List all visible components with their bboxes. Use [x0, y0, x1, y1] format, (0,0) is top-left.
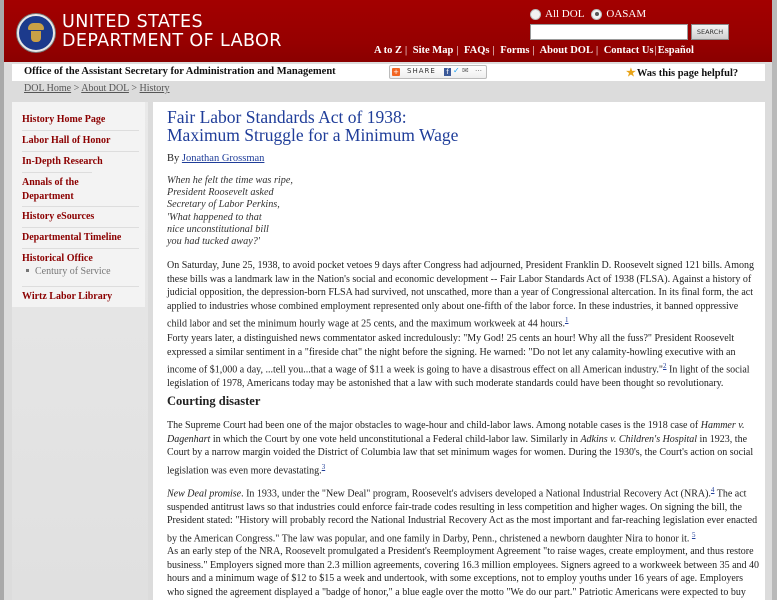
sidebar-item-history-home[interactable] — [22, 110, 139, 127]
site-brand[interactable] — [62, 13, 282, 51]
nav-separator: | — [654, 45, 657, 56]
radio-all-dol-label[interactable]: All DOL — [545, 8, 585, 20]
sidebar-item-annals[interactable] — [22, 172, 92, 204]
title-line-2: Maximum Struggle for a Minimum Wage — [167, 125, 459, 145]
search-scope — [530, 8, 649, 20]
breadcrumb-history[interactable]: History — [139, 83, 170, 94]
epigraph-line: nice unconstitutional bill — [167, 223, 269, 235]
star-icon: ★ — [626, 67, 636, 79]
nav-separator: | — [456, 45, 459, 56]
paragraph-1 — [167, 259, 759, 331]
footnote-link-4[interactable]: 4 — [710, 486, 715, 494]
brand-line-1: UNITED STATES — [62, 12, 203, 32]
office-name[interactable]: Office of the Assistant Secretary for Administration and Management — [24, 66, 336, 77]
breadcrumb-separator: > — [73, 83, 80, 94]
facebook-icon[interactable]: f — [444, 68, 451, 76]
share-button[interactable] — [389, 65, 487, 79]
footnote-link-5[interactable]: 5 — [691, 530, 696, 539]
bullet-icon — [26, 269, 29, 272]
paragraph-text: The act suspended antitrust laws so that industries could enforce fair-trade codes resulting in less competition and higher wages. On signing the bill, the President stated: "History will probably record the National Industrial Recovery Act as the most important and far-reaching legislation ever enacted by the American Congress." The law was popular, and one family in Darby, Penn., christened a newborn daughter Nira to honor it. — [167, 488, 758, 545]
site-header — [4, 0, 772, 62]
sidebar-item-timeline[interactable] — [22, 227, 139, 245]
nav-separator: | — [405, 45, 408, 56]
page-title — [167, 108, 458, 144]
nav-separator: | — [492, 45, 495, 56]
sidebar-item-historical-office[interactable] — [22, 248, 139, 266]
sidebar-item-hall-of-honor[interactable] — [22, 130, 139, 148]
paragraph-text: On Saturday, June 25, 1938, to avoid pocket vetoes 9 days after Congress had adjourned, President Franklin D. Roosevelt signed 121 bills. Among these bills was a landmark law in the Nation's social and economic development -- Fair Labor Standards Act of 1938 (FLSA). Against a history of judicial opposition, the depression-born FLSA had survived, not unscathed, more than a year of Congressional altercation. In its final form, the act applied to industries whose combined employment represented only about one-fifth of the labor force. In these industries, it banned oppressive child labor and set the minimum hourly wage at 25 cents, and the maximum workweek at 44 hours. — [167, 260, 755, 330]
email-icon[interactable]: ✉ — [462, 66, 469, 75]
paragraph-text: As an early step of the NRA, Roosevelt promulgated a President's Reemployment Agreement "to raise wages, create employment, and thus restore business." Employers signed more than 2.3 million agreements, covering 16.3 million employees. Signers agreed to a workweek between 35 and 40 hours and a minimum wage of $12 to $15 a week and undertook, with some exceptions, not to employ youths under 16 years of age. Employers who signed the agreement displayed a "badge of honor," a blue eagle over the motto "We do our part." Patriotic Americans were expected to buy — [167, 546, 760, 598]
title-line-1: Fair Labor Standards Act of 1938: — [167, 107, 407, 127]
office-bar — [12, 64, 765, 81]
sidebar-item-label[interactable]: History eSources — [22, 211, 95, 222]
sidebar-item-label[interactable]: Annals of the Department — [22, 177, 79, 202]
eagle-icon — [28, 23, 44, 30]
sidebar-subitem-label[interactable]: Century of Service — [35, 266, 111, 277]
sidebar-item-label[interactable]: Historical Office — [22, 253, 93, 264]
left-border — [0, 0, 4, 600]
breadcrumb-about-dol[interactable]: About DOL — [81, 83, 129, 94]
author-link[interactable]: Jonathan Grossman — [181, 153, 265, 164]
paragraph-text: . In 1933, under the "New Deal" program, Roosevelt's advisers developed a National Industrial Recovery Act (NRA). — [241, 488, 711, 500]
nav-contact-us[interactable]: Contact Us — [603, 45, 654, 56]
breadcrumb-dol-home[interactable]: DOL Home — [24, 83, 72, 94]
nav-espanol[interactable]: Español — [657, 45, 694, 56]
epigraph-line: 'What happened to that — [167, 211, 262, 223]
nav-forms[interactable]: Forms — [500, 45, 530, 56]
paragraph-lead: New Deal promise — [167, 488, 242, 500]
plus-icon: + — [393, 68, 399, 76]
sidebar-item-label[interactable]: In-Depth Research — [22, 156, 103, 167]
epigraph — [167, 175, 293, 248]
sidebar-item-label[interactable]: Wirtz Labor Library — [22, 291, 113, 302]
breadcrumb — [24, 83, 170, 94]
nav-separator: | — [595, 45, 599, 56]
paragraph-text: In light of the social legislation of 1978, Americans today may be astonished that a law with such moderate standards could have been thought so revolutionary. — [167, 364, 750, 389]
sidebar-item-esources[interactable] — [22, 206, 139, 224]
share-label: SHARE — [407, 67, 436, 75]
paragraph-text: Forty years later, a distinguished news commentator asked incredulously: "My God! 25 cents an hour! Why all the fuss?" President Roosevelt expressed a similar sentiment in a "fireside chat" the night before the signing. He warned: "Do not let any calamity-howling executive with an income of $1,000 a day, ...tell you...that a wage of $11 a week is going to have a disastrous effect on all American industry." — [167, 333, 736, 376]
sidebar-item-label[interactable]: History Home Page — [22, 114, 106, 125]
nav-a-to-z[interactable]: A to Z — [374, 45, 403, 56]
scrollbar[interactable] — [772, 0, 777, 600]
byline — [167, 153, 264, 164]
paragraph-text: in 1923, the Court by a narrow margin voided the District of Columbia law that set minimum wages for women. During the 1930's, the Court's action on social legislation was even more devastating. — [167, 433, 754, 476]
section-heading-courting-disaster: Courting disaster — [167, 394, 261, 408]
paragraph-2 — [167, 332, 759, 390]
epigraph-line: When he felt the time was ripe, — [167, 175, 293, 186]
footnote-link-2[interactable]: 2 — [663, 362, 667, 370]
sidebar-subitem-century-of-service[interactable] — [26, 266, 111, 277]
sidebar-item-label[interactable]: Departmental Timeline — [22, 232, 122, 243]
nav-site-map[interactable]: Site Map — [412, 45, 454, 56]
helpful-label: Was this page helpful? — [636, 68, 739, 79]
breadcrumb-separator: > — [131, 83, 138, 94]
twitter-icon[interactable]: ✓ — [453, 66, 460, 75]
dol-seal-logo[interactable] — [17, 14, 55, 52]
paragraph-text: in which the Court by one vote held unconstitutional a Federal child-labor law. Similarly in — [210, 433, 581, 445]
paragraph-text: The Supreme Court had been one of the major obstacles to wage-hour and child-labor laws. Among notable cases is the 1918 case of — [167, 420, 701, 431]
article — [153, 102, 765, 600]
nav-separator: | — [532, 45, 535, 56]
nav-faqs[interactable]: FAQs — [464, 45, 490, 56]
byline-by: By — [167, 153, 180, 164]
paragraph-3 — [167, 419, 759, 477]
paragraph-4 — [167, 483, 759, 546]
case-name: Hammer v. Dagenhart — [167, 420, 745, 445]
search-input[interactable] — [530, 24, 688, 40]
search-button[interactable]: SEARCH — [691, 24, 729, 40]
sidebar-item-label[interactable]: Labor Hall of Honor — [22, 135, 111, 146]
top-nav — [374, 45, 694, 56]
case-name: Adkins v. Children's Hospital — [580, 433, 698, 445]
radio-oasam[interactable] — [591, 9, 602, 20]
footnote-link-3[interactable]: 3 — [321, 462, 326, 471]
shield-icon — [31, 31, 41, 42]
nav-about-dol[interactable]: About DOL — [539, 45, 593, 56]
epigraph-line: President Roosevelt asked — [167, 187, 274, 199]
more-icon[interactable]: … — [475, 65, 482, 73]
radio-oasam-label[interactable]: OASAM — [606, 8, 647, 20]
page-helpful-link[interactable] — [626, 66, 738, 79]
sidebar-item-wirtz-library[interactable] — [22, 286, 139, 304]
epigraph-line: you had tucked away?' — [167, 236, 260, 248]
footnote-link-1[interactable]: 1 — [564, 316, 569, 324]
paragraph-5 — [167, 545, 759, 599]
sidebar-item-in-depth-research[interactable] — [22, 151, 139, 169]
radio-all-dol[interactable] — [530, 9, 541, 20]
epigraph-line: Secretary of Labor Perkins, — [167, 199, 280, 211]
brand-line-2: DEPARTMENT OF LABOR — [62, 31, 282, 51]
